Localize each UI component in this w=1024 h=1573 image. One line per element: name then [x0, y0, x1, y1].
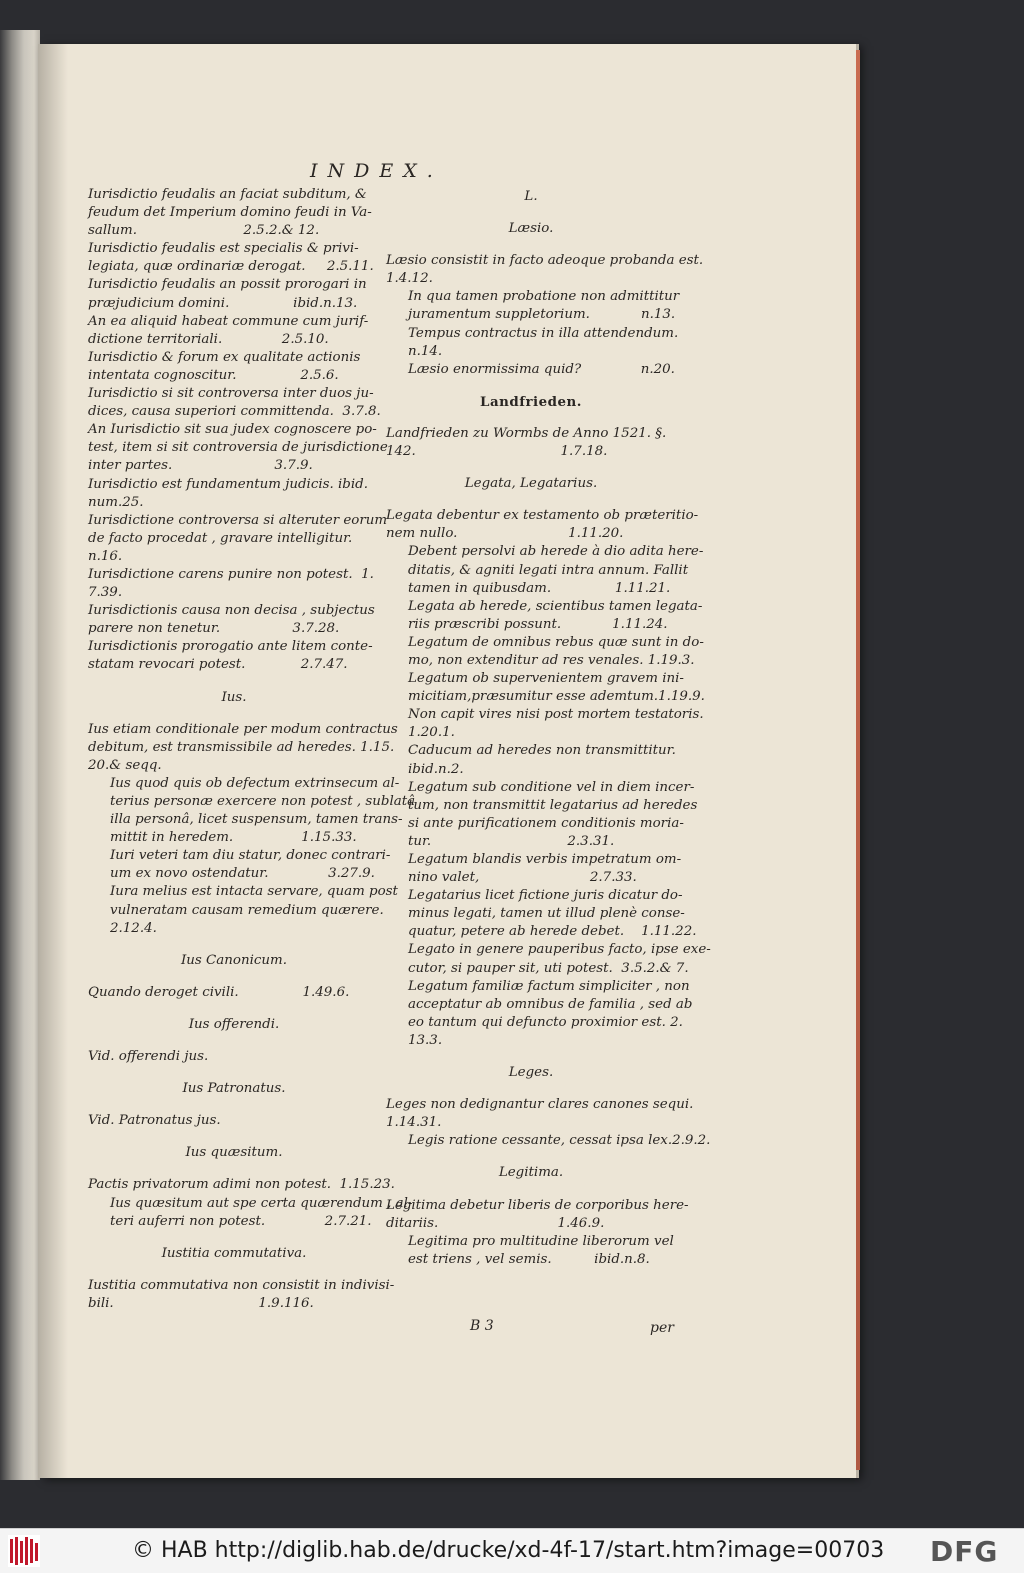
entries-ius: [88, 721, 416, 938]
index-entry-line: illa personâ, licet suspensum, tamen trans-: [110, 812, 403, 828]
heading-legata: Legata, Legatarius.: [464, 476, 598, 492]
index-entry: [88, 602, 380, 638]
index-entry: [88, 1048, 380, 1066]
index-entry: [88, 1112, 380, 1130]
entries-a: [88, 186, 388, 675]
index-entry: [88, 775, 416, 847]
index-entry-line: Legis ratione cessante, cessat ipsa lex.2.9.2.: [408, 1133, 711, 1149]
index-entry-line: Iurisdictione carens punire non potest. 1.: [88, 566, 374, 582]
index-entry-line: si ante purificationem conditionis moria-: [408, 815, 684, 831]
index-entry-line: 1.4.12.: [386, 271, 433, 287]
index-entry-line: 7.39.: [88, 585, 123, 601]
index-entry-line: mittit in heredem. 1.15.33.: [110, 830, 357, 846]
index-entry: [88, 313, 380, 349]
index-entry-line: Pactis privatorum adimi non potest. 1.15.23.: [88, 1177, 395, 1193]
index-entry-line: Legitima debetur liberis de corporibus here-: [386, 1197, 689, 1213]
index-entry: [386, 670, 705, 706]
index-entry-line: bili. 1.9.116.: [88, 1295, 314, 1311]
index-entry-line: Iuri veteri tam diu statur, donec contrari-: [110, 848, 391, 864]
index-entry-line: n.16.: [88, 548, 123, 564]
index-entry: [88, 638, 380, 674]
heading-ius-canonicum: Ius Canonicum.: [181, 952, 287, 968]
heading-leges: Leges.: [508, 1065, 554, 1081]
right-column: [386, 186, 711, 1269]
index-entry-line: feudum det Imperium domino feudi in Va-: [88, 205, 372, 221]
index-entry: [386, 252, 704, 288]
index-entry-line: ditariis. 1.46.9.: [386, 1215, 605, 1231]
index-entry-line: Læsio consistit in facto adeoque probanda est.: [386, 253, 704, 269]
index-entry-line: tur. 2.3.31.: [408, 833, 615, 849]
index-entry-line: statam revocari potest. 2.7.47.: [88, 657, 348, 673]
index-entry: [386, 887, 697, 941]
heading-legitima: Legitima.: [498, 1165, 564, 1181]
index-entry-line: dices, causa superiori committenda. 3.7.8.: [88, 404, 381, 420]
index-entry-line: teri auferri non potest. 2.7.21.: [110, 1213, 372, 1229]
index-entry-line: Legatarius licet fictione juris dicatur do-: [408, 888, 683, 904]
running-head: INDEX.: [310, 160, 443, 182]
index-entry-line: Legatum familiæ factum simpliciter , non: [408, 978, 690, 994]
index-entry-line: Landfrieden zu Wormbs de Anno 1521. §.: [386, 425, 667, 441]
letter-heading: L.: [524, 189, 538, 204]
index-entry: [88, 1277, 395, 1313]
index-entry-line: de facto procedat , gravare intelligitur.: [88, 530, 353, 546]
index-entry-line: Quando deroget civili. 1.49.6.: [88, 984, 350, 1000]
entries-leges: [386, 1096, 711, 1150]
index-entry-line: nem nullo. 1.11.20.: [386, 526, 624, 542]
index-entry-line: 2.12.4.: [110, 920, 157, 936]
index-entry: [386, 543, 704, 597]
index-entry-line: quatur, petere ab herede debet. 1.11.22.: [408, 924, 697, 940]
index-entry-line: Legatum sub conditione vel in diem incer-: [408, 779, 695, 795]
heading-landfrieden: Landfrieden.: [480, 393, 582, 410]
index-entry: [88, 186, 380, 240]
index-entry-line: Caducum ad heredes non transmittitur.: [408, 743, 676, 759]
heading-laesio: Læsio.: [508, 221, 554, 237]
index-entry-line: est triens , vel semis. ibid.n.8.: [408, 1251, 650, 1267]
footer-credit-link[interactable]: © HAB http://diglib.hab.de/drucke/xd-4f-17/start.htm?image=00703: [132, 1538, 885, 1563]
index-entry-line: Tempus contractus in illa attendendum.: [408, 325, 679, 341]
index-entry: [386, 851, 682, 887]
book-left-leaves: [0, 30, 40, 1480]
index-entry: [88, 1195, 413, 1231]
index-entry-line: Iurisdictionis causa non decisa , subjectus: [88, 603, 375, 619]
index-entry: [386, 1132, 711, 1150]
index-entry-line: 1.20.1.: [408, 725, 455, 741]
index-entry: [88, 476, 380, 512]
entries-iustitia: [88, 1277, 395, 1313]
index-entry: [88, 276, 380, 312]
index-entry-line: Vid. offerendi jus.: [88, 1049, 209, 1065]
index-entry: [386, 425, 676, 461]
index-entry-line: Legata debentur ex testamento ob præteritio-: [386, 508, 699, 524]
index-entry-line: Ius etiam conditionale per modum contractus: [88, 721, 398, 737]
entries-legata: [386, 507, 711, 1050]
index-entry-line: micitiam,præsumitur esse ademtum.1.19.9.: [408, 689, 705, 705]
index-entry-line: Iurisdictio si sit controversa inter duos ju-: [88, 386, 374, 402]
index-entry: [88, 1176, 395, 1194]
index-entry-line: tum, non transmittit legatarius ad heredes: [408, 797, 698, 813]
index-entry-line: minus legati, tamen ut illud plenè conse-: [408, 906, 685, 922]
index-entry-line: Vid. Patronatus jus.: [88, 1113, 221, 1129]
index-entry-line: Iustitia commutativa non consistit in indivisi-: [88, 1277, 395, 1293]
index-entry-line: Legata ab herede, scientibus tamen legata-: [408, 598, 703, 614]
index-entry-line: eo tantum qui defuncto proximior est. 2.: [408, 1014, 683, 1030]
index-entry-line: num.25.: [88, 494, 144, 510]
index-entry-line: cutor, si pauper sit, uti potest. 3.5.2.& 7.: [408, 960, 689, 976]
catchword: per: [650, 1320, 674, 1336]
index-entry-line: Leges non dedignantur clares canones sequi.: [386, 1097, 694, 1113]
index-entry: [386, 598, 703, 634]
index-entry: [386, 941, 711, 977]
index-entry-line: nino valet, 2.7.33.: [408, 870, 637, 886]
index-entry: [88, 512, 388, 566]
index-entry-line: Legitima pro multitudine liberorum vel: [408, 1233, 674, 1249]
entries-legitima: [386, 1197, 689, 1269]
index-entry: [88, 240, 380, 276]
index-entry-line: acceptatur ab omnibus de familia , sed ab: [408, 996, 693, 1012]
index-entry-line: debitum, est transmissibile ad heredes. 1.15.: [88, 739, 395, 755]
heading-iustitia: Iustitia commutativa.: [161, 1245, 307, 1261]
index-entry-line: tamen in quibusdam. 1.11.21.: [408, 580, 671, 596]
index-entry-line: Iurisdictio feudalis an faciat subditum, &: [88, 187, 367, 202]
index-entry-line: intentata cognoscitur. 2.5.6.: [88, 367, 339, 383]
index-entry: [386, 1233, 676, 1269]
index-entry-line: 1.14.31.: [386, 1115, 442, 1131]
index-entry: [386, 325, 679, 361]
index-entry-line: terius personæ exercere non potest , sublatâ: [110, 794, 416, 809]
index-entry: [88, 721, 398, 775]
index-entry: [386, 634, 704, 670]
entries-quaesitum: [88, 1176, 413, 1230]
index-entry-line: test, item si sit controversia de jurisdictione: [88, 440, 388, 456]
index-entry-line: Ius quod quis ob defectum extrinsecum al-: [110, 775, 400, 791]
index-entry-line: Iurisdictio est fundamentum judicis. ibid.: [88, 476, 368, 492]
entries-canonicum: [88, 984, 380, 1002]
entries-laesio: [386, 252, 704, 379]
index-entry: [386, 742, 676, 778]
index-entry: [88, 984, 380, 1002]
index-entry: [88, 883, 398, 937]
index-entry-line: 142. 1.7.18.: [386, 444, 608, 460]
index-entry: [88, 847, 391, 883]
index-entry-line: um ex novo ostendatur. 3.27.9.: [110, 866, 375, 882]
index-entry-line: Iurisdictio & forum ex qualitate actionis: [88, 349, 361, 365]
index-entry-line: dictione territoriali. 2.5.10.: [88, 331, 329, 347]
index-entry-line: n.14.: [408, 343, 443, 359]
signature-mark: B 3: [470, 1318, 494, 1334]
index-entry: [386, 361, 676, 379]
index-entry-line: 13.3.: [408, 1032, 443, 1048]
entries-patronatus: [88, 1112, 380, 1130]
index-entry-line: juramentum suppletorium. n.13.: [408, 307, 676, 323]
index-entry-line: Ius quæsitum aut spe certa quærendum , al-: [110, 1195, 413, 1211]
index-entry-line: Læsio enormissima quid? n.20.: [408, 361, 675, 377]
index-entry-line: Iurisdictione controversa si alteruter eorum: [88, 512, 388, 528]
index-entry-line: Legatum blandis verbis impetratum om-: [408, 852, 682, 867]
index-entry-line: Non capit vires nisi post mortem testatoris.: [408, 707, 704, 723]
index-entry-line: Iurisdictionis prorogatio ante litem conte-: [88, 639, 373, 655]
index-entry-line: sallum. 2.5.2.& 12.: [88, 223, 320, 239]
index-entry-line: Iurisdictio feudalis est specialis & privi-: [88, 241, 359, 257]
index-entry-line: legiata, quæ ordinariæ derogat. 2.5.11.: [88, 259, 374, 275]
index-entry-line: 20.& seqq.: [88, 757, 162, 773]
index-entry-line: Legatum de omnibus rebus quæ sunt in do-: [408, 634, 704, 650]
index-entry-line: Iura melius est intacta servare, quam post: [110, 884, 398, 900]
heading-ius-quaesitum: Ius quæsitum.: [185, 1145, 283, 1161]
index-entry: [386, 978, 693, 1050]
index-entry: [386, 779, 698, 851]
index-entry-line: Iurisdictio feudalis an possit prorogari in: [88, 277, 367, 293]
index-entry-line: mo, non extenditur ad res venales. 1.19.3.: [408, 652, 695, 668]
heading-ius-offerendi: Ius offerendi.: [188, 1016, 280, 1032]
index-entry-line: Debent persolvi ab herede à dio adita here-: [408, 544, 704, 560]
index-entry: [88, 421, 388, 475]
viewer-footer: [0, 1528, 1024, 1573]
index-entry-line: præjudicium domini. ibid.n.13.: [88, 295, 358, 311]
index-entry-line: Legatum ob supervenientem gravem ini-: [408, 671, 684, 687]
index-entry: [386, 706, 704, 742]
index-entry-line: ditatis, & agniti legati intra annum. Fallit: [408, 562, 689, 578]
index-entry-line: An Iurisdictio sit sua judex cognoscere po-: [88, 422, 377, 438]
index-entry: [88, 385, 380, 421]
heading-ius-patronatus: Ius Patronatus.: [182, 1081, 286, 1097]
index-entry-line: Legato in genere pauperibus facto, ipse exe-: [408, 942, 711, 958]
index-entry-line: riis præscribi possunt. 1.11.24.: [408, 616, 668, 632]
entries-offerendi: [88, 1048, 380, 1066]
index-entry-line: In qua tamen probatione non admittitur: [408, 289, 680, 305]
index-entry: [88, 566, 380, 602]
index-entry: [386, 1096, 694, 1132]
hab-logo-icon[interactable]: [8, 1535, 40, 1567]
index-entry-line: An ea aliquid habeat commune cum jurif-: [88, 313, 369, 329]
dfg-logo[interactable]: DFG: [930, 1535, 999, 1568]
entries-landfrieden: [386, 425, 676, 461]
heading-ius: Ius.: [221, 689, 247, 705]
index-entry: [386, 507, 699, 543]
index-entry: [88, 349, 380, 385]
index-entry-line: ibid.n.2.: [408, 761, 464, 777]
index-entry: [386, 1197, 689, 1233]
index-entry: [386, 288, 680, 324]
index-entry-line: parere non tenetur. 3.7.28.: [88, 621, 340, 637]
index-entry-line: vulneratam causam remedium quærere.: [110, 902, 384, 918]
index-entry-line: inter partes. 3.7.9.: [88, 458, 313, 474]
